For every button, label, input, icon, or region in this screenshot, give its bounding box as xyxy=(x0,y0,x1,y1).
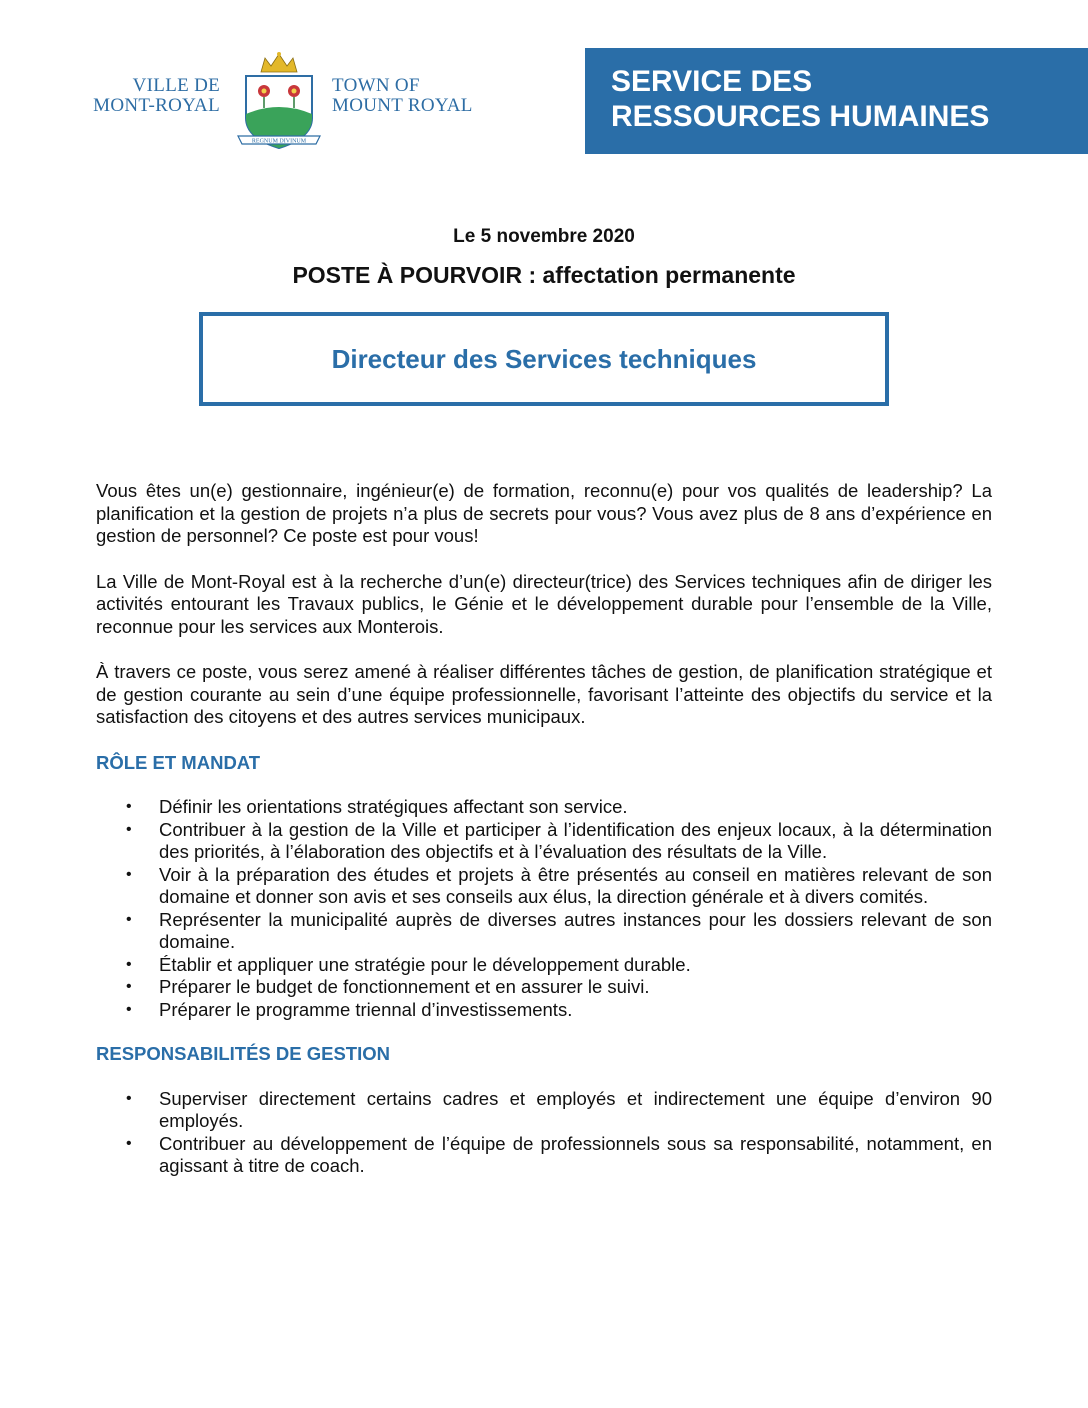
logo-french-line1: VILLE DE xyxy=(132,75,220,96)
list-item: • Préparer le budget de fonctionnement et en assurer le suivi. xyxy=(159,976,992,999)
job-title: Directeur des Services techniques xyxy=(331,343,757,374)
management-list xyxy=(96,1088,992,1178)
list-item: • Représenter la municipalité auprès de diverses autres instances pour les dossiers relevant de son domaine. xyxy=(159,909,992,954)
intro-paragraph: Vous êtes un(e) gestionnaire, ingénieur(e) de formation, reconnu(e) pour vos qualités de leadership? La planification et la gestion de projets n’a plus de secrets pour vous? Vous avez plus de 8 ans d’expérience en gestion de personnel? Ce poste est pour vous! xyxy=(96,480,992,546)
posting-date: Le 5 novembre 2020 xyxy=(453,226,635,247)
logo-english-line1: TOWN OF xyxy=(332,75,420,96)
list-item: • Superviser directement certains cadres et employés et indirectement une équipe d’environ 90 employés. xyxy=(159,1088,992,1133)
logo-english-line2: MOUNT ROYAL xyxy=(332,95,473,116)
logo-text-english xyxy=(332,76,492,116)
crest-motto: REGNUM DIVINUM xyxy=(251,138,307,145)
role-list xyxy=(96,796,992,1021)
post-heading: POSTE À POURVOIR : affectation permanente xyxy=(292,262,796,288)
list-item: • Préparer le programme triennal d’investissements. xyxy=(159,999,992,1022)
list-item: • Établir et appliquer une stratégie pour le développement durable. xyxy=(159,954,992,977)
job-title-box xyxy=(199,312,889,406)
description-paragraph: La Ville de Mont-Royal est à la recherche d’un(e) directeur(trice) des Services techniques afin de diriger les activités entourant les Travaux publics, le Génie et le développement durable pour l’ensemble de la Ville, reconnue pour les services aux Monterois. xyxy=(96,570,992,637)
list-item: • Contribuer à la gestion de la Ville et participer à l’identification des enjeux locaux, à la détermination des priorités, à l’élaboration des objectifs et à l’évaluation des résultats de la Ville. xyxy=(159,819,992,864)
logo-french-line2: MONT-ROYAL xyxy=(93,95,220,116)
duties-paragraph: À travers ce poste, vous serez amené à réaliser différentes tâches de gestion, de planification stratégique et de gestion courante au sein d’une équipe professionnelle, favorisant l’atteinte des objectifs du service et la satisfaction des citoyens et des autres services municipaux. xyxy=(96,661,992,727)
list-item: • Voir à la préparation des études et projets à être présentés au conseil en matières relevant de son domaine et donner son avis et ses conseils aux élus, la direction générale et à divers comités. xyxy=(159,864,992,909)
list-item: • Définir les orientations stratégiques affectant son service. xyxy=(159,796,992,819)
logo-text-french xyxy=(88,76,220,116)
document-body xyxy=(96,480,992,1200)
town-logo xyxy=(88,48,488,154)
role-section-heading: RÔLE ET MANDAT xyxy=(96,751,261,773)
banner-line1: SERVICE DES xyxy=(611,65,813,98)
list-item: • Contribuer au développement de l’équipe de professionnels sous sa responsabilité, notamment, en agissant à titre de coach. xyxy=(159,1133,992,1178)
hr-department-banner xyxy=(585,48,1088,154)
banner-line2: RESSOURCES HUMAINES xyxy=(611,100,990,133)
management-section-heading: RESPONSABILITÉS DE GESTION xyxy=(96,1043,390,1064)
town-crest-icon xyxy=(234,48,324,154)
